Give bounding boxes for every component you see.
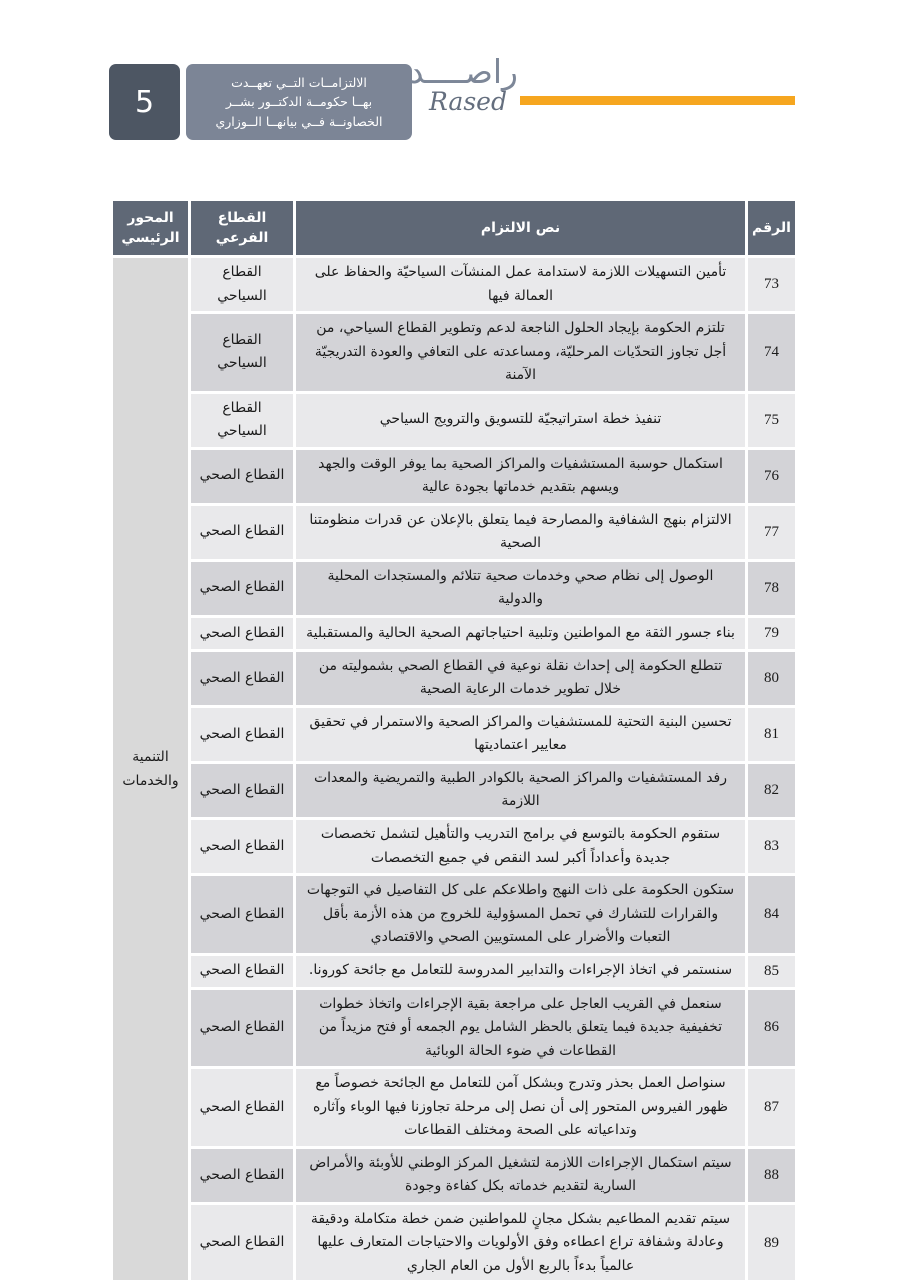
commitment-number-cell: 76 bbox=[747, 448, 797, 504]
column-header-main-axis: المحور الرئيسي bbox=[112, 200, 190, 257]
commitment-number-cell: 74 bbox=[747, 313, 797, 393]
sub-sector-cell: القطاع الصحي bbox=[190, 875, 295, 955]
table-row bbox=[112, 954, 797, 988]
commitment-text-cell: الوصول إلى نظام صحي وخدمات صحية تتلائم والمستجدات المحلية والدولية bbox=[295, 560, 747, 616]
column-header-commitment-text: نص الالتزام bbox=[295, 200, 747, 257]
table-row bbox=[112, 504, 797, 560]
page-title bbox=[186, 64, 412, 140]
sub-sector-cell: القطاع الصحي bbox=[190, 954, 295, 988]
table-row bbox=[112, 1147, 797, 1203]
table-row bbox=[112, 448, 797, 504]
page-number: 5 bbox=[134, 84, 155, 120]
commitment-text-cell: تحسين البنية التحتية للمستشفيات والمراكز الصحية والاستمرار في تحقيق معايير اعتماديتها bbox=[295, 706, 747, 762]
sub-sector-cell: القطاع الصحي bbox=[190, 988, 295, 1068]
page-title-line-2: بهــا حكومــة الدكتــور بشــر bbox=[225, 94, 373, 110]
sub-sector-cell: القطاع الصحي bbox=[190, 762, 295, 818]
sub-sector-cell: القطاع السياحي bbox=[190, 392, 295, 448]
orange-accent-bar bbox=[520, 96, 795, 105]
commitment-number-cell: 77 bbox=[747, 504, 797, 560]
commitment-text-cell: سنواصل العمل بحذر وتدرج وبشكل آمن للتعامل مع الجائحة خصوصاً مع ظهور الفيروس المتحور إلى أن نصل إلى مرحلة تجاوزنا فيها الوباء وآثاره وتداعياته على الصحة ومختلف القطاعات bbox=[295, 1068, 747, 1148]
table-row bbox=[112, 313, 797, 393]
commitment-text-cell: سنعمل في القريب العاجل على مراجعة بقية الإجراءات واتخاذ خطوات تخفيفية جديدة فيما يتعلق بالحظر الشامل يوم الجمعه أو فتح مزيداً من القطاعات في ضوء الحالة الوبائية bbox=[295, 988, 747, 1068]
table-row bbox=[112, 1203, 797, 1280]
sub-sector-cell: القطاع الصحي bbox=[190, 818, 295, 874]
table-row bbox=[112, 706, 797, 762]
commitment-number-cell: 84 bbox=[747, 875, 797, 955]
table-row bbox=[112, 1068, 797, 1148]
commitment-number-cell: 87 bbox=[747, 1068, 797, 1148]
page-number-badge bbox=[109, 64, 180, 140]
commitment-text-cell: رفد المستشفيات والمراكز الصحية بالكوادر الطبية والتمريضية والمعدات اللازمة bbox=[295, 762, 747, 818]
commitment-text-cell: استكمال حوسبة المستشفيات والمراكز الصحية بما يوفر الوقت والجهد ويسهم بتقديم خدماتها بجودة عالية bbox=[295, 448, 747, 504]
table-header-row bbox=[112, 200, 797, 257]
commitment-number-cell: 82 bbox=[747, 762, 797, 818]
commitment-text-cell: سنستمر في اتخاذ الإجراءات والتدابير المدروسة للتعامل مع جائحة كورونا. bbox=[295, 954, 747, 988]
commitment-number-cell: 89 bbox=[747, 1203, 797, 1280]
commitment-text-cell: الالتزام بنهج الشفافية والمصارحة فيما يتعلق بالإعلان عن قدرات منظومتنا الصحية bbox=[295, 504, 747, 560]
table-row bbox=[112, 875, 797, 955]
commitment-number-cell: 78 bbox=[747, 560, 797, 616]
table-row bbox=[112, 818, 797, 874]
table-row bbox=[112, 650, 797, 706]
commitment-text-cell: سيتم استكمال الإجراءات اللازمة لتشغيل المركز الوطني للأوبئة والأمراض السارية لتقديم خدماته بكل كفاءة وجودة bbox=[295, 1147, 747, 1203]
commitment-number-cell: 73 bbox=[747, 257, 797, 313]
rased-logo-latin-text: Rased bbox=[429, 86, 507, 116]
page-title-line-1: الالتزامــات التــي تعهــدت bbox=[231, 74, 367, 90]
table-row bbox=[112, 392, 797, 448]
rased-logo-arabic-text: راصــــد bbox=[408, 52, 518, 91]
commitments-table bbox=[110, 198, 798, 1280]
commitment-text-cell: بناء جسور الثقة مع المواطنين وتلبية احتياجاتهم الصحية الحالية والمستقبلية bbox=[295, 616, 747, 650]
table-row bbox=[112, 560, 797, 616]
commitment-number-cell: 88 bbox=[747, 1147, 797, 1203]
sub-sector-cell: القطاع الصحي bbox=[190, 560, 295, 616]
main-axis-cell: التنمية والخدمات bbox=[112, 257, 190, 1280]
table-row bbox=[112, 616, 797, 650]
sub-sector-cell: القطاع الصحي bbox=[190, 1203, 295, 1280]
rased-logo bbox=[408, 52, 518, 116]
commitment-number-cell: 80 bbox=[747, 650, 797, 706]
sub-sector-cell: القطاع الصحي bbox=[190, 504, 295, 560]
commitments-table-body bbox=[112, 257, 797, 1280]
table-row bbox=[112, 988, 797, 1068]
commitment-text-cell: سيتم تقديم المطاعيم بشكل مجانٍ للمواطنين ضمن خطة متكاملة ودقيقة وعادلة وشفافة تراع اعطاءه وفق الأولويات والاحتياجات المتعارف عليها عالمياً بدءاً بالربع الأول من العام الجاري bbox=[295, 1203, 747, 1280]
commitment-text-cell: ستكون الحكومة على ذات النهج واطلاعكم على كل التفاصيل في التوجهات والقرارات للتشارك في تحمل المسؤولية للخروج من هذه الأزمة بأقل التعبات والأضرار على المستويين الصحي والاقتصادي bbox=[295, 875, 747, 955]
commitment-text-cell: تلتزم الحكومة بإيجاد الحلول الناجعة لدعم وتطوير القطاع السياحي، من أجل تجاوز التحدّيات المرحليّة، ومساعدته على التعافي والعودة التدريجيّة الآمنة bbox=[295, 313, 747, 393]
sub-sector-cell: القطاع الصحي bbox=[190, 650, 295, 706]
column-header-number: الرقم bbox=[747, 200, 797, 257]
sub-sector-cell: القطاع السياحي bbox=[190, 313, 295, 393]
commitment-text-cell: تتطلع الحكومة إلى إحداث نقلة نوعية في القطاع الصحي بشموليته من خلال تطوير خدمات الرعاية الصحية bbox=[295, 650, 747, 706]
sub-sector-cell: القطاع الصحي bbox=[190, 616, 295, 650]
table-row bbox=[112, 762, 797, 818]
commitment-number-cell: 79 bbox=[747, 616, 797, 650]
sub-sector-cell: القطاع الصحي bbox=[190, 1147, 295, 1203]
table-header bbox=[112, 200, 797, 257]
commitment-text-cell: ستقوم الحكومة بالتوسع في برامج التدريب والتأهيل لتشمل تخصصات جديدة وأعداداً أكبر لسد النقص في جميع التخصصات bbox=[295, 818, 747, 874]
commitment-number-cell: 81 bbox=[747, 706, 797, 762]
commitment-number-cell: 85 bbox=[747, 954, 797, 988]
commitment-number-cell: 86 bbox=[747, 988, 797, 1068]
commitment-number-cell: 75 bbox=[747, 392, 797, 448]
table-row bbox=[112, 257, 797, 313]
page-title-line-3: الخصاونــة فــي بيانهــا الــوزاري bbox=[215, 113, 383, 129]
commitment-text-cell: تأمين التسهيلات اللازمة لاستدامة عمل المنشآت السياحيّة والحفاظ على العمالة فيها bbox=[295, 257, 747, 313]
sub-sector-cell: القطاع الصحي bbox=[190, 1068, 295, 1148]
commitment-text-cell: تنفيذ خطة استراتيجيّة للتسويق والترويج السياحي bbox=[295, 392, 747, 448]
sub-sector-cell: القطاع السياحي bbox=[190, 257, 295, 313]
sub-sector-cell: القطاع الصحي bbox=[190, 448, 295, 504]
column-header-sub-sector: القطاع الفرعي bbox=[190, 200, 295, 257]
sub-sector-cell: القطاع الصحي bbox=[190, 706, 295, 762]
commitment-number-cell: 83 bbox=[747, 818, 797, 874]
